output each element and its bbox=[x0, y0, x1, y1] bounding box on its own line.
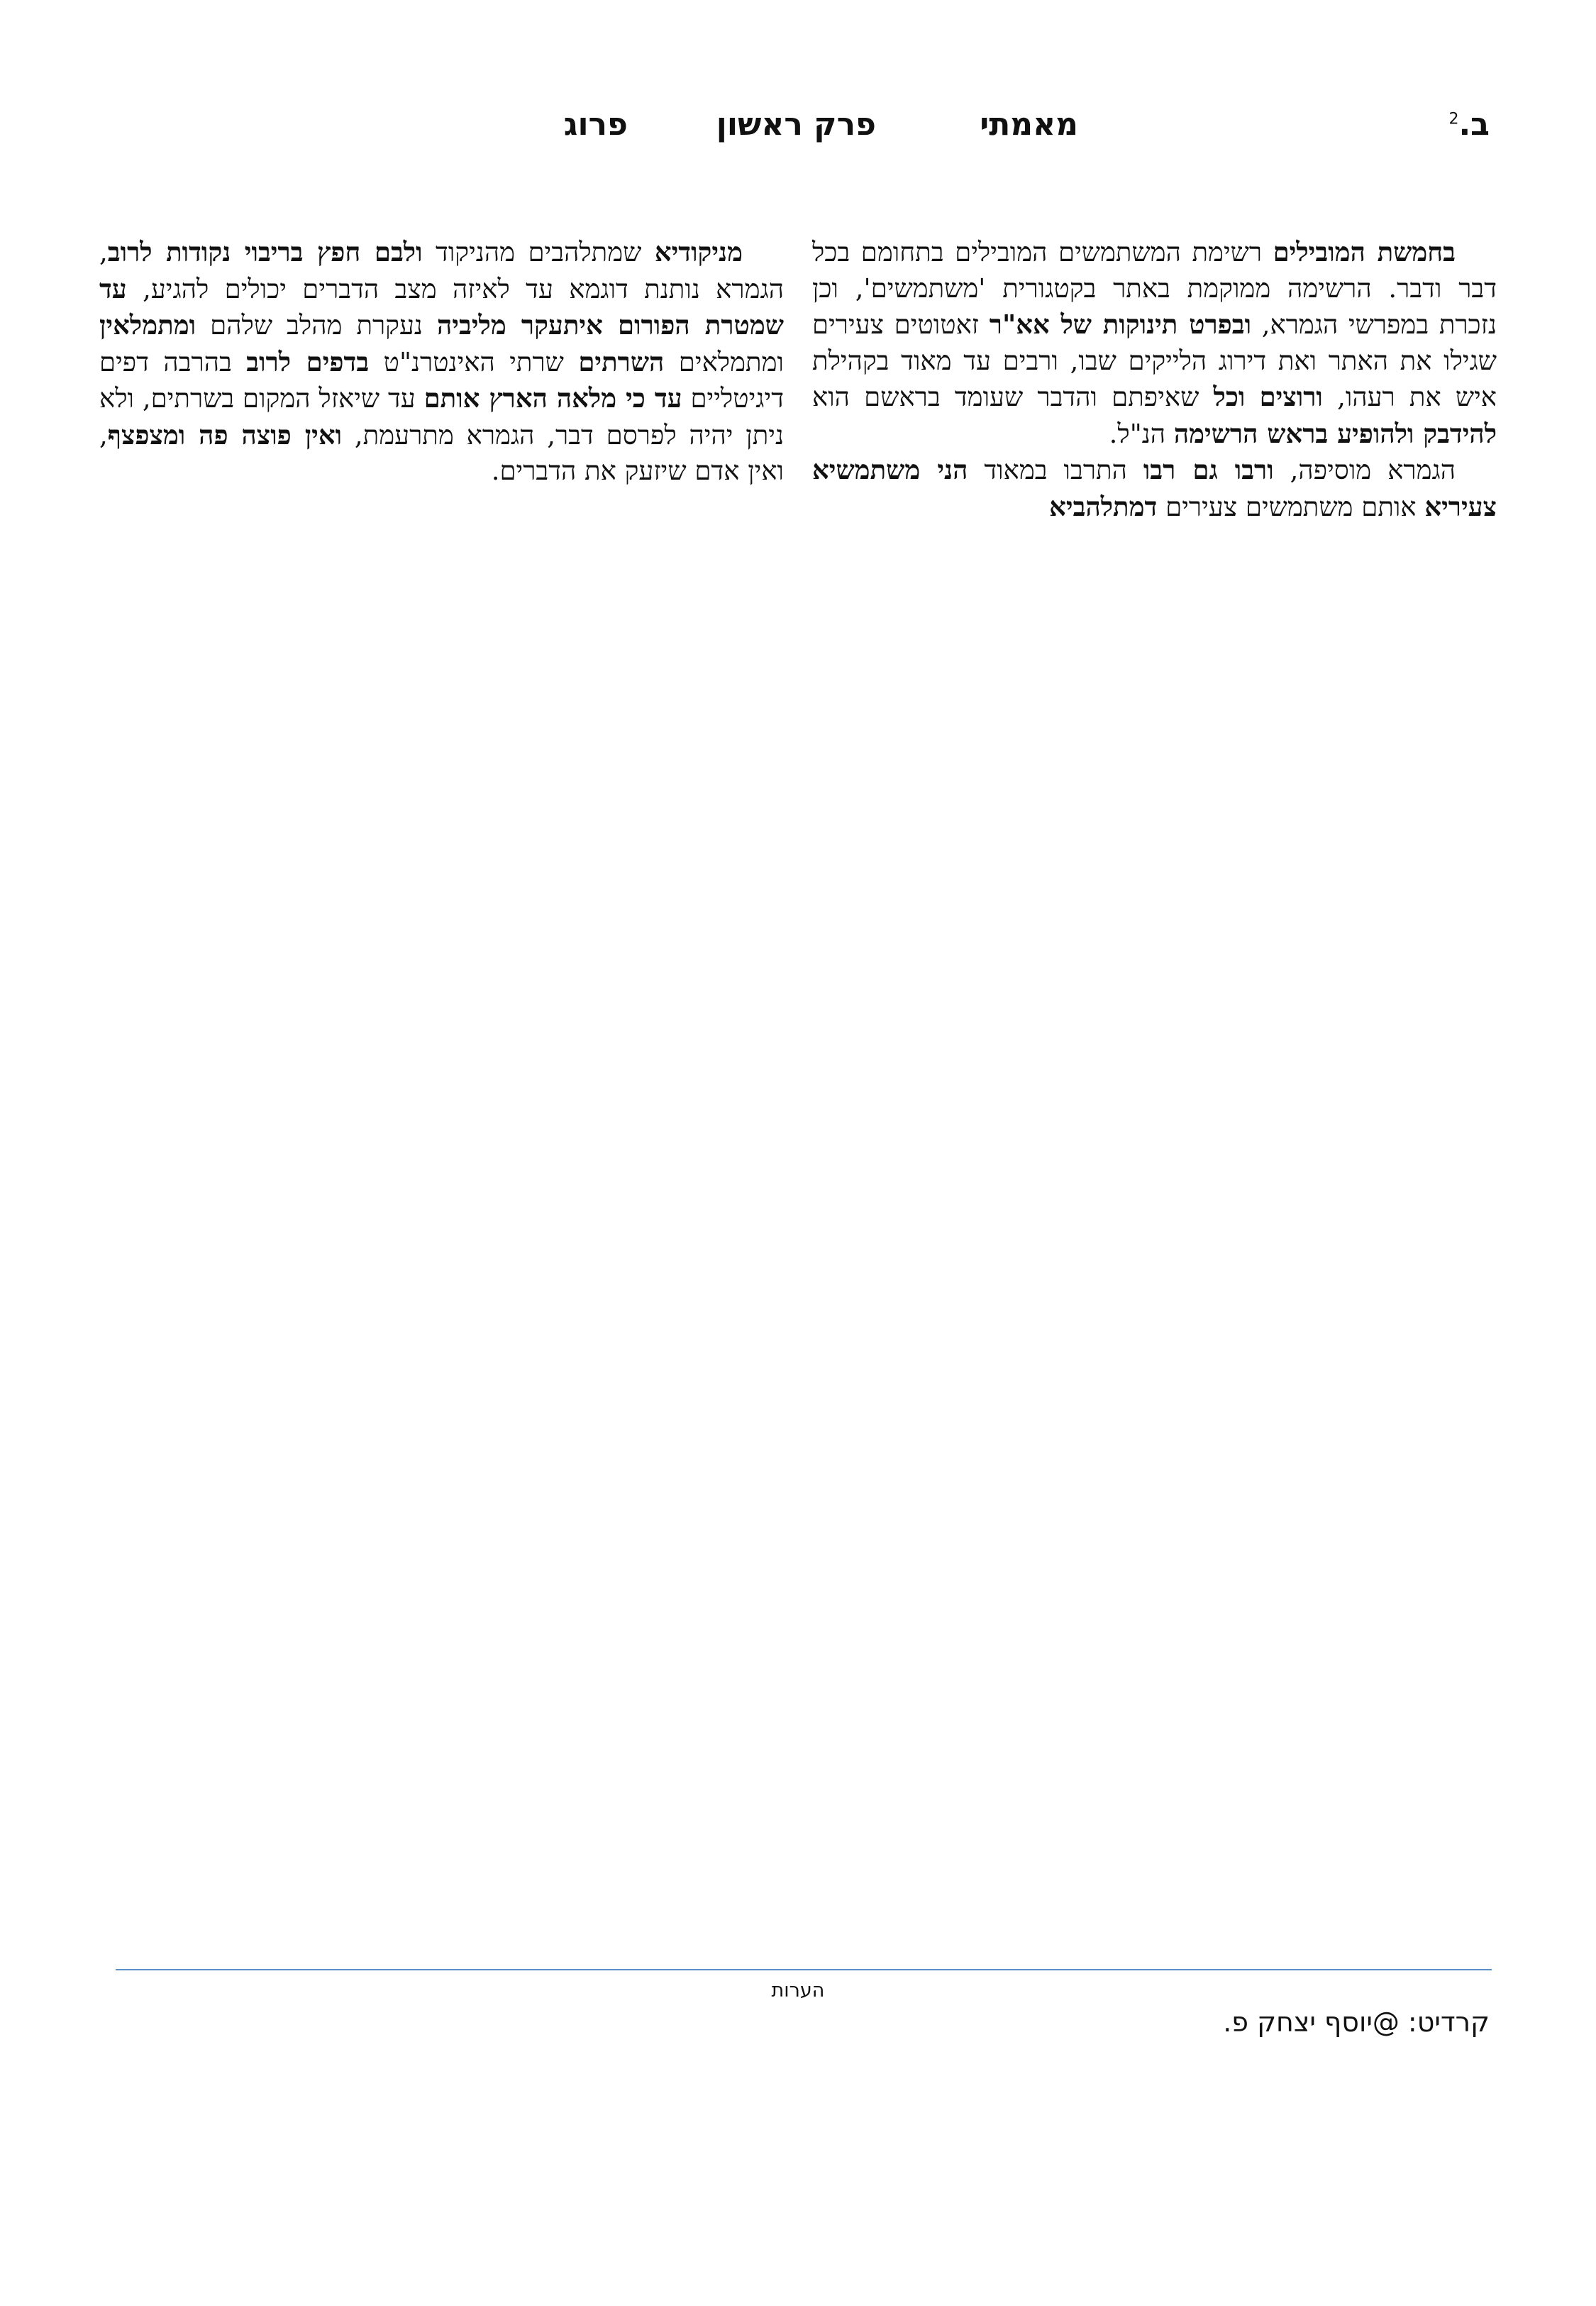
header-tractate: מאמתי bbox=[980, 106, 1078, 143]
page-header bbox=[0, 106, 1596, 170]
footnote-marker: 2 bbox=[1448, 110, 1459, 128]
header-topic: פרוג bbox=[563, 106, 628, 143]
paragraph: מניקודיא שמתלהבים מהניקוד ולבם חפץ בריבוי נקודות לרוב, הגמרא נותנת דוגמא עד לאיזה מצב הדברים יכולים להגיע, עד שמטרת הפורום איתעקר מליביה נעקרת מהלב שלהם ומתמלאין ומתמלאים השרתים שרתי האינטרנ"ט בדפים לרוב בהרבה דפים דיגיטליים עד כי מלאה הארץ אותם עד שיאזל המקום בשרתים, ולא ניתן יהיה לפרסם דבר, הגמרא מתרעמת, ואין פוצה פה ומצפצף, ואין אדם שיזעק את הדברים. bbox=[99, 236, 784, 486]
right-column bbox=[812, 234, 1497, 525]
footnotes-label: הערות bbox=[771, 1980, 825, 2002]
paragraph: בחמשת המובילים רשימת המשתמשים המובילים בתחומם בכל דבר ודבר. הרשימה ממוקמת באתר בקטגורית 'משתמשים', וכן נזכרת במפרשי הגמרא, ובפרט תינוקות של אא"ר זאטוטים צעירים שגילו את האתר ואת דירוג הלייקים שבו, ורבים עד מאוד בקהילת איש את רעהו, ורוצים וכל שאיפתם והדבר שעומד בראשם הוא להידבק ולהופיע בראש הרשימה הנ"ל. bbox=[812, 236, 1497, 449]
credit-note: קרדיט: @יוסף יצחק פ. bbox=[1223, 2007, 1490, 2038]
page-number: ב.$^2$ bbox=[1448, 106, 1490, 143]
footnote-divider bbox=[116, 1969, 1492, 1970]
left-column bbox=[99, 234, 784, 490]
header-chapter: פרק ראשון bbox=[716, 106, 876, 143]
paragraph: הגמרא מוסיפה, ורבו גם רבו התרבו במאוד הני משתמשיא צעיריא אותם משתמשים צעירים דמתלהביא bbox=[812, 454, 1497, 522]
